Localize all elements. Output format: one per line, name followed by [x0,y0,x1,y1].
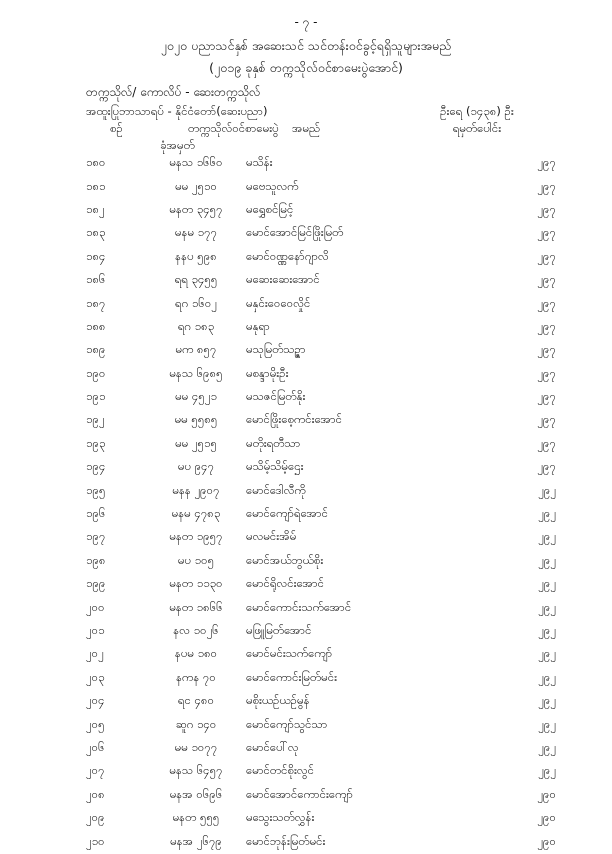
admission-table [86,152,556,854]
score: ၂၉၀ [537,833,556,848]
score: ၂၉၂ [538,669,556,684]
student-name: မဗေသူလက် [246,178,299,193]
table-row [86,596,556,619]
roll-number: မမ ၁၀၇၇ [174,739,218,754]
roll-number: ရဂ ၁၆၀၂ [175,295,217,310]
score: ၂၉၇ [537,459,556,474]
roll-number: ရင ၄၈၀ [177,693,215,708]
score: ၂၉၇ [537,178,556,193]
table-row [86,386,556,409]
row-number: ၁၉၉ [86,576,106,591]
score: ၂၉၇ [537,272,556,287]
row-number: ၁၈၆ [86,272,106,287]
row-number: ၁၈၇ [86,295,106,310]
row-number: ၂၀၃ [86,669,105,684]
roll-number: နလ ၁၀၂၆ [173,623,219,637]
row-number: ၁၉၈ [86,552,106,567]
row-number: ၂၀၇ [86,763,105,778]
document-title: ၂၀၂၀ ပညာသင်နှစ် အဆေးသင် သင်တန်းဝင်ခွင့်ရရှိသူများအမည် [160,38,452,53]
column-header-roll-number: ခုံအမှတ် [160,138,195,152]
score: ၂၉၇ [537,248,556,263]
roll-number: မမ ၂၅၁၅ [175,435,217,450]
table-row [86,339,556,362]
admission-table-body [86,152,556,854]
row-number: ၁၉၀ [86,365,106,380]
score: ၂၉၇ [537,435,556,450]
row-number: ၁၈၀ [86,155,106,170]
score: ၂၉၇ [537,155,556,170]
score: ၂၉၂ [538,576,556,591]
student-name: မောင်အောင်မြင်ဖြိုးမြတ် [246,225,344,240]
table-row [86,433,556,456]
roll-number: မနတ ၁၁၃၀ [169,576,223,591]
score: ၂၉၂ [538,552,556,567]
table-row [86,830,556,853]
student-name: မောင်ကောင်းသက်အောင် [246,599,352,614]
row-number: ၁၈၃ [86,225,106,240]
score: ၂၉၂ [538,623,556,637]
table-row [86,199,556,222]
student-name: မဖြူမြတ်အောင် [246,623,312,637]
roll-number: မနတ ၅၅၅ [172,810,220,825]
roll-number: နနပ ၅၉၈ [175,248,217,263]
table-row [86,550,556,573]
student-name: မောင်ကျော်သွင်သာ [246,716,328,731]
table-row [86,760,556,783]
score: ၂၉၇ [537,365,556,380]
score: ၂၉၂ [538,763,556,778]
row-number: ၂၀၀ [86,599,105,614]
row-number: ၁၉၂ [86,412,105,427]
row-number: ၁၉၁ [86,389,106,404]
row-number: ၂၀၄ [86,693,105,708]
student-name: မောင်တင်စိုးလွင် [246,763,315,778]
row-number: ၁၉၆ [86,506,106,521]
table-row [86,175,556,198]
table-row [86,526,556,549]
specialization-label: အထူးပြုဘာသာရပ် - နိုင်ငံတော်(ဆေးပညာ) [86,104,268,118]
roll-number: မနမ ၄၇၈၃ [171,506,221,521]
student-name: မလမင်းအိမ် [246,529,297,544]
table-row [86,269,556,292]
roll-number: မက ၈၅၇ [175,342,217,357]
roll-number: နကန ၇၀ [176,669,216,684]
score: ၂၉၂ [538,716,556,731]
student-name: မောင်မင်းသက်ကျော် [246,646,333,661]
table-row [86,292,556,315]
roll-number: မမ ၅၅၈၅ [174,412,218,427]
table-row [86,409,556,432]
roll-number: မနတ ၁၉၅၇ [169,529,223,544]
row-number: ၂၀၈ [86,786,105,801]
student-name: မရွှေစင်မြင့် [246,201,294,216]
row-number: ၂၁၀ [86,833,105,848]
roll-number: ရရ ၃၄၅၅ [174,272,218,287]
row-number: ၂၀၆ [86,739,105,754]
row-number: ၁၉၅ [86,482,106,497]
student-name: မောင်ဝဏ္ဏနော်ဂျာလိ [246,248,329,263]
table-row [86,643,556,666]
roll-number: မမ ၄၅၂၁ [175,389,217,404]
row-number: ၁၈၈ [86,318,106,333]
table-row [86,807,556,830]
table-row [86,784,556,807]
table-row [86,503,556,526]
student-name: မောင်အောင်ကောင်းကျော် [246,786,353,801]
table-row [86,667,556,690]
roll-number: မနအ ၂၆၇၉ [170,833,222,848]
roll-number: မနတ ၁၈၆၆ [169,599,223,614]
column-header-name: အမည် [292,121,321,135]
student-name: မဆေးဆေးအောင် [246,272,320,287]
table-row [86,222,556,245]
row-number: ၁၈၂ [86,201,105,216]
student-name: မောင်ပေါ်လု [246,739,299,754]
score: ၂၉၂ [538,506,556,521]
score: ၂၉၇ [537,295,556,310]
table-row [86,713,556,736]
score: ၂၉၇ [537,225,556,240]
roll-number: မနတ ၃၄၅၇ [169,201,223,216]
page-number: - ၇ - [294,15,318,29]
score: ၂၉၀ [537,810,556,825]
score: ၂၉၇ [537,201,556,216]
table-row [86,363,556,386]
column-header-no: စဉ် [110,121,123,135]
row-number: ၁၈၄ [86,248,106,263]
roll-number: နပမ ၁၈၀ [174,646,218,661]
score: ၂၉၂ [538,599,556,614]
student-name: မသဇင်မြတ်နိုး [246,389,306,404]
score: ၂၉၀ [537,786,556,801]
student-name: မောင်ဘုန်းမြတ်မင်း [246,833,326,848]
table-row [86,620,556,643]
roll-number: ဆူဂ ၁၄၀ [175,716,217,731]
table-row [86,479,556,502]
student-name: မောင်ရိုလင်းအောင် [246,576,325,591]
column-header-roll: တက္ကသိုလ်ဝင်စာမေးပွဲ [188,121,279,135]
column-header-score: ရမှတ်ပေါင်း [452,121,502,135]
score: ၂၉၂ [538,693,556,708]
roll-number: မပ ၉၄၇ [177,459,215,474]
university-line: တက္ကသိုလ်/ ကောလိပ် - ဆေးတက္ကသိုလ် [86,85,261,99]
student-name: မနှင်းဝေဝေလှိုင် [246,295,311,310]
row-number: ၁၈၉ [86,342,106,357]
row-number: ၂၀၂ [86,646,104,661]
student-name: မသွေးသတ်လွှန်း [246,810,315,825]
roll-number: မနသ ၁၆၆၀ [169,155,223,170]
student-name: မစန္ဒာမိုးဦး [246,365,289,380]
student-name: မောင်ကောင်းမြတ်မင်း [246,669,338,684]
roll-number: မမ ၂၅၁၀ [175,178,217,193]
student-name: မနုရာ [246,318,270,333]
score: ၂၉၂ [538,646,556,661]
student-name: မောင်ဖြိုးစေ့ကင်းအောင် [246,412,343,427]
score: ၂၉၂ [538,482,556,497]
student-name: မသိမ့်သိမ့်ဌေး [246,459,304,474]
student-name: မောင်ကျော်ရဲအောင် [246,506,329,521]
row-number: ၂၀၅ [86,716,105,731]
table-row [86,456,556,479]
student-name: မောင်အယ်ဘွယ်စိုး [246,552,324,567]
student-name: မသိန်း [246,155,273,170]
row-number: ၂၀၁ [86,623,105,637]
row-number: ၂၀၉ [86,810,105,825]
table-row [86,690,556,713]
score: ၂၉၂ [538,529,556,544]
roll-number: ရဂ ၁၈၃ [177,318,215,333]
student-name: မောင်ဒေါလီကို [246,482,306,497]
score: ၂၉၂ [538,739,556,754]
student-name: မသုမြတ်သဉ္ဇာ [246,342,306,357]
roll-number: မနအ ၀၆၉၆ [169,786,223,801]
table-row [86,316,556,339]
score: ၂၉၇ [537,389,556,404]
roll-number: မနန ၂၉၀၇ [172,482,220,497]
table-row [86,573,556,596]
row-number: ၁၉၄ [86,459,106,474]
roll-number: မနသ ၆၉၈၅ [169,365,223,380]
table-row [86,246,556,269]
score: ၂၉၇ [537,318,556,333]
table-row [86,152,556,175]
document-subtitle: (၂၀၁၉ ခုနှစ် တက္ကသိုလ်ဝင်စာမေးပွဲအောင်) [209,60,403,75]
row-number: ၁၉၃ [86,435,106,450]
row-number: ၁၉၇ [86,529,106,544]
table-row [86,737,556,760]
row-number: ၁၈၁ [86,178,106,193]
roll-number: မပ ၁၀၅ [177,552,215,567]
score: ၂၉၇ [537,412,556,427]
roll-number: မနမ ၁၇၇ [174,225,218,240]
student-name: မစိုးယဉ်ယဉ်မွန် [246,693,310,708]
score: ၂၉၇ [537,342,556,357]
total-count-label: ဦးရေ (၁၄၃၈) ဦး [440,104,514,118]
student-name: မတိုးရတီသာ [246,435,301,450]
roll-number: မနသ ၆၄၅၇ [169,763,223,778]
